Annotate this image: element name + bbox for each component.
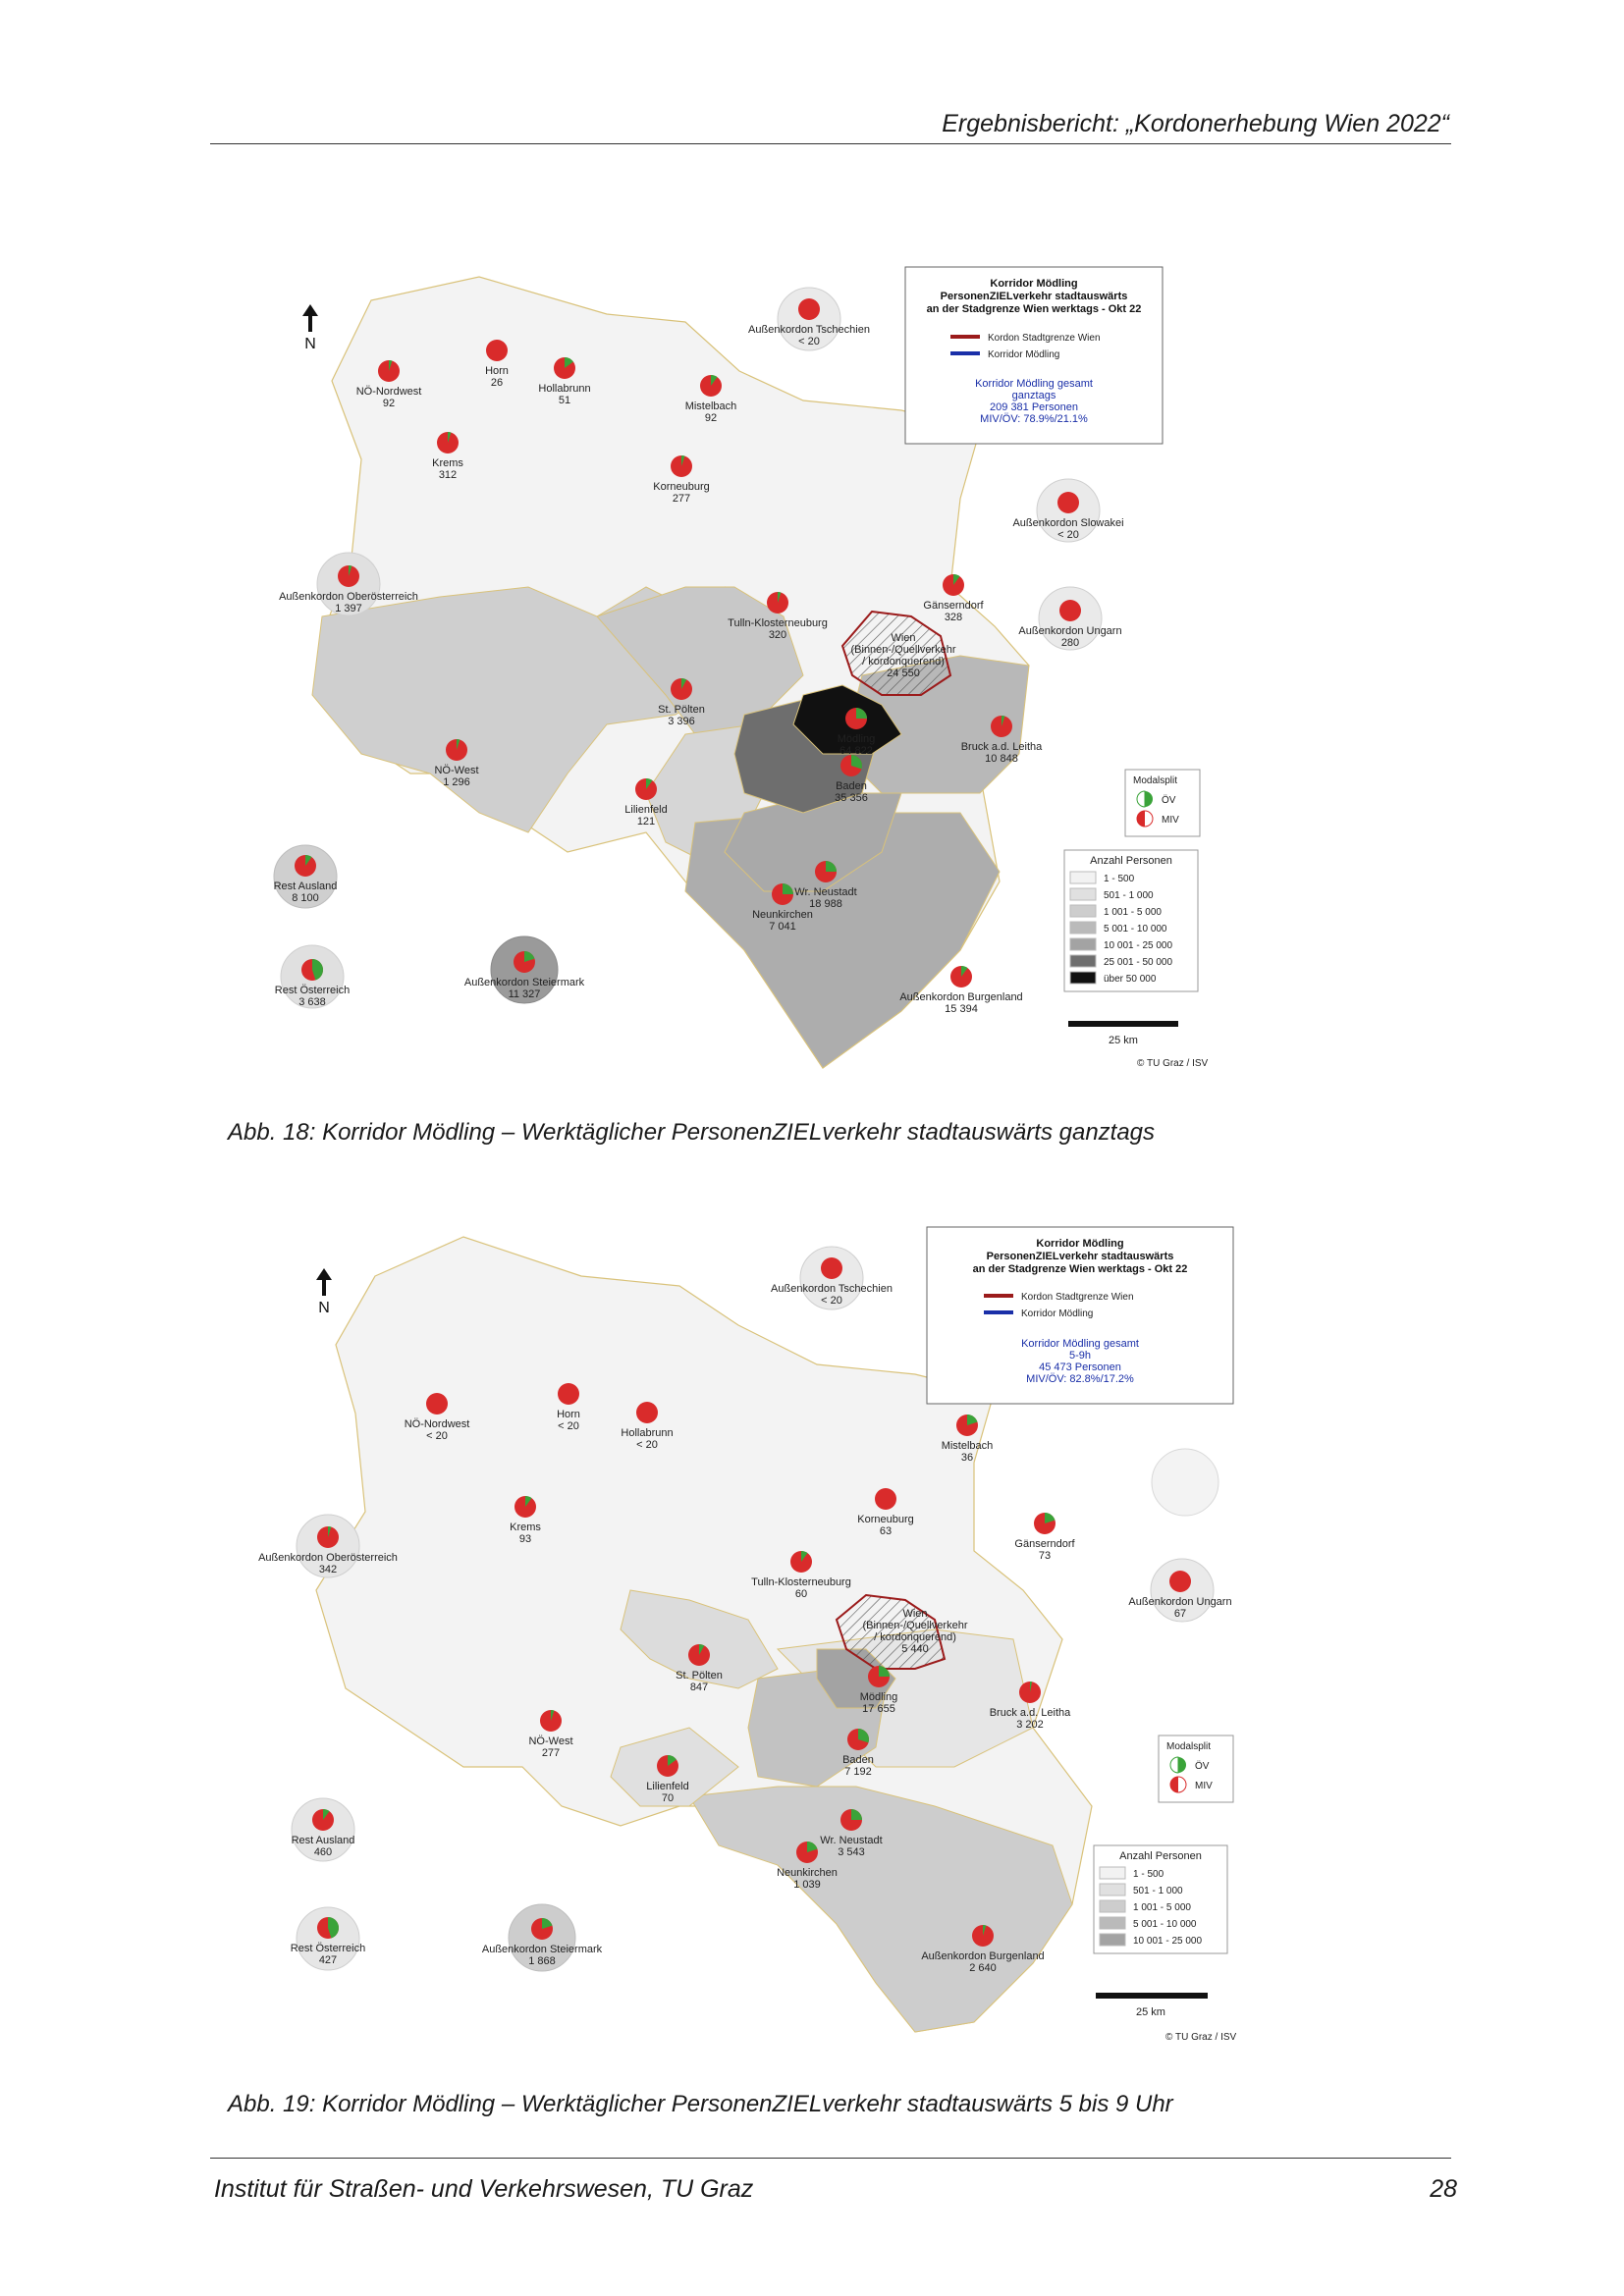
pie-außenkordon-tschechien xyxy=(821,1257,842,1279)
summary-line2: 5-9h xyxy=(1068,1350,1092,1362)
summary-line3: 209 381 Personen xyxy=(990,401,1078,413)
pie-miv-share xyxy=(558,1383,579,1405)
pie-krems xyxy=(514,1496,536,1518)
region-name-st-pölten: St. Pölten xyxy=(658,704,705,716)
class-label: über 50 000 xyxy=(1104,974,1157,985)
region-name-außenkordon-oberösterreich: Außenkordon Oberösterreich xyxy=(258,1552,398,1564)
scale-label: 25 km xyxy=(1109,1035,1138,1046)
pie-wr-neustadt xyxy=(840,1809,862,1831)
map-title-box xyxy=(905,267,1163,444)
region-name-bruck-a-d-leitha: Bruck a.d. Leitha xyxy=(989,1707,1071,1719)
class-label: 10 001 - 25 000 xyxy=(1133,1936,1203,1947)
region-value-außenkordon-steiermark: 1 868 xyxy=(528,1955,556,1967)
pie-st-pölten xyxy=(688,1644,710,1666)
page-number: 28 xyxy=(1430,2175,1457,2203)
region-name-bruck-a-d-leitha: Bruck a.d. Leitha xyxy=(960,741,1043,753)
class-label: 1 - 500 xyxy=(1133,1869,1164,1880)
region-name-neunkirchen: Neunkirchen xyxy=(777,1867,838,1879)
pie-neunkirchen xyxy=(796,1842,818,1863)
pie-krems xyxy=(437,432,459,454)
pie-lilienfeld xyxy=(635,778,657,800)
class-legend xyxy=(1064,850,1198,991)
region-name-außenkordon-tschechien: Außenkordon Tschechien xyxy=(748,324,870,336)
pie-gänserndorf xyxy=(1034,1513,1056,1534)
pie-bruck-a-d-leitha xyxy=(991,716,1012,737)
region-value-horn: 26 xyxy=(490,377,504,389)
region-value-baden: 7 192 xyxy=(844,1766,872,1778)
region-value-außenkordon-burgenland: 2 640 xyxy=(969,1962,997,1974)
wien-label-value: 5 440 xyxy=(901,1643,929,1655)
pie-miv-share xyxy=(426,1393,448,1415)
region-name-rest-ausland: Rest Ausland xyxy=(291,1835,355,1846)
caption-figure-19: Abb. 19: Korridor Mödling – Werktäglicher PersonenZIELverkehr stadtauswärts 5 bis 9 Uhr xyxy=(228,2091,1173,2117)
pie-miv-share xyxy=(636,1402,658,1423)
region-name-außenkordon-tschechien: Außenkordon Tschechien xyxy=(771,1283,893,1295)
wien-label-line1: Wien xyxy=(902,1608,928,1620)
map-svg-18 xyxy=(273,263,1221,1074)
region-name-gänserndorf: Gänserndorf xyxy=(923,600,984,612)
pie-bruck-a-d-leitha xyxy=(1019,1682,1041,1703)
region-value-lilienfeld: 121 xyxy=(636,816,656,828)
wien-label-line3: / kordonquerend) xyxy=(874,1631,956,1643)
region-name-gänserndorf: Gänserndorf xyxy=(1014,1538,1075,1550)
pie-nö-west xyxy=(540,1710,562,1732)
modalsplit-oev: ÖV xyxy=(1195,1761,1210,1772)
region-name-nö-nordwest: NÖ-Nordwest xyxy=(404,1418,470,1430)
region-value-außenkordon-tschechien: < 20 xyxy=(821,1295,842,1307)
region-name-tulln-klosterneuburg: Tulln-Klosterneuburg xyxy=(751,1576,851,1588)
region-value-außenkordon-slowakei: < 20 xyxy=(1057,529,1079,541)
pie-gänserndorf xyxy=(943,574,964,596)
region-value-außenkordon-ungarn: 67 xyxy=(1173,1608,1187,1620)
region-value-rest-ausland: 460 xyxy=(313,1846,333,1858)
region-name-mistelbach: Mistelbach xyxy=(941,1440,994,1452)
region-value-mödling: 64 822 xyxy=(839,745,873,757)
region-name-nö-west: NÖ-West xyxy=(434,765,479,776)
north-label: N xyxy=(318,1300,330,1316)
class-label: 1 - 500 xyxy=(1104,874,1135,884)
summary-line2: ganztags xyxy=(1011,390,1056,401)
region-value-mistelbach: 92 xyxy=(704,412,718,424)
region-name-korneuburg: Korneuburg xyxy=(653,481,710,493)
pie-rest-ausland xyxy=(312,1809,334,1831)
region-name-außenkordon-steiermark: Außenkordon Steiermark xyxy=(463,977,585,988)
region-value-nö-nordwest: 92 xyxy=(382,398,396,409)
modalsplit-legend xyxy=(1159,1735,1233,1802)
class-label: 1 001 - 5 000 xyxy=(1133,1902,1191,1913)
pie-tulln-klosterneuburg xyxy=(767,592,788,614)
region-value-baden: 35 356 xyxy=(835,792,868,804)
pie-miv-share xyxy=(486,340,508,361)
region-value-rest-österreich: 3 638 xyxy=(298,996,326,1008)
footer-divider xyxy=(210,2158,1451,2159)
pie-außenkordon-tschechien xyxy=(798,298,820,320)
region-name-horn: Horn xyxy=(485,365,509,377)
pie-nö-nordwest xyxy=(378,360,400,382)
region-value-tulln-klosterneuburg: 60 xyxy=(794,1588,808,1600)
region-name-lilienfeld: Lilienfeld xyxy=(624,804,668,816)
region-name-rest-ausland: Rest Ausland xyxy=(273,881,338,892)
region-value-außenkordon-steiermark: 11 327 xyxy=(508,988,541,1000)
title-line2: PersonenZIELverkehr stadtauswärts xyxy=(940,291,1128,302)
pie-baden xyxy=(840,755,862,776)
scale-label: 25 km xyxy=(1136,2006,1165,2018)
map-figure-18 xyxy=(273,263,1221,1074)
class-swatch xyxy=(1100,1867,1125,1879)
copyright: © TU Graz / ISV xyxy=(1137,1058,1209,1069)
summary-line4: MIV/ÖV: 78.9%/21.1% xyxy=(980,413,1088,425)
pie-wr-neustadt xyxy=(815,861,837,882)
title-line2: PersonenZIELverkehr stadtauswärts xyxy=(986,1251,1174,1262)
region-name-mödling: Mödling xyxy=(859,1691,898,1703)
wien-label-value: 24 550 xyxy=(887,667,920,679)
class-legend-title: Anzahl Personen xyxy=(1119,1850,1202,1862)
north-label: N xyxy=(304,336,316,352)
pie-miv-share xyxy=(1057,492,1079,513)
class-swatch xyxy=(1070,938,1096,950)
summary-line1: Korridor Mödling gesamt xyxy=(975,378,1093,390)
pie-korneuburg xyxy=(671,455,692,477)
region-name-baden: Baden xyxy=(836,780,867,792)
region-name-außenkordon-slowakei: Außenkordon Slowakei xyxy=(1012,517,1124,529)
region-name-baden: Baden xyxy=(842,1754,874,1766)
region-name-rest-österreich: Rest Österreich xyxy=(274,985,351,996)
class-swatch xyxy=(1070,922,1096,934)
region-value-hollabrunn: < 20 xyxy=(636,1439,658,1451)
region-value-gänserndorf: 73 xyxy=(1038,1550,1052,1562)
pie-außenkordon-ungarn xyxy=(1059,600,1081,621)
pie-miv-share xyxy=(821,1257,842,1279)
pie-außenkordon-burgenland xyxy=(972,1925,994,1947)
pie-außenkordon-slowakei xyxy=(1057,492,1079,513)
title-line1: Korridor Mödling xyxy=(1036,1238,1124,1250)
class-swatch xyxy=(1070,905,1096,917)
pie-mistelbach xyxy=(956,1415,978,1436)
wien-label-line3: / kordonquerend) xyxy=(862,656,945,667)
region-value-wr-neustadt: 18 988 xyxy=(809,898,842,910)
modalsplit-title: Modalsplit xyxy=(1166,1741,1212,1752)
region-name-außenkordon-ungarn: Außenkordon Ungarn xyxy=(1018,625,1122,637)
footer-institute: Institut für Straßen- und Verkehrswesen, TU Graz xyxy=(214,2175,754,2203)
region-value-außenkordon-tschechien: < 20 xyxy=(798,336,820,347)
title-line1: Korridor Mödling xyxy=(990,278,1078,290)
title-line3: an der Stadgrenze Wien werktags - Okt 22 xyxy=(972,1263,1188,1275)
pie-baden xyxy=(847,1729,869,1750)
region-name-hollabrunn: Hollabrunn xyxy=(621,1427,674,1439)
region-name-lilienfeld: Lilienfeld xyxy=(646,1781,689,1792)
region-name-mistelbach: Mistelbach xyxy=(684,400,737,412)
class-label: 1 001 - 5 000 xyxy=(1104,907,1162,918)
wien-label-line2: (Binnen-/Quellverkehr xyxy=(862,1620,968,1631)
region-name-krems: Krems xyxy=(510,1522,541,1533)
class-swatch xyxy=(1070,872,1096,883)
class-swatch xyxy=(1070,888,1096,900)
region-name-wr-neustadt: Wr. Neustadt xyxy=(820,1835,883,1846)
region-name-korneuburg: Korneuburg xyxy=(857,1514,914,1525)
region-value-st-pölten: 3 396 xyxy=(668,716,695,727)
modalsplit-miv: MIV xyxy=(1195,1781,1213,1791)
pie-außenkordon-oberösterreich xyxy=(317,1526,339,1548)
class-label: 5 001 - 10 000 xyxy=(1133,1919,1197,1930)
pie-außenkordon-burgenland xyxy=(950,966,972,988)
region-value-tulln-klosterneuburg: 320 xyxy=(768,629,787,641)
pie-miv-share xyxy=(1059,600,1081,621)
region-value-rest-österreich: 427 xyxy=(318,1954,338,1966)
wien-label-line1: Wien xyxy=(891,632,916,644)
region-value-wr-neustadt: 3 543 xyxy=(838,1846,865,1858)
class-swatch xyxy=(1100,1934,1125,1946)
region-name-außenkordon-steiermark: Außenkordon Steiermark xyxy=(481,1944,603,1955)
class-swatch xyxy=(1070,972,1096,984)
region-name-krems: Krems xyxy=(432,457,463,469)
pie-miv-share xyxy=(1169,1571,1191,1592)
region-name-horn: Horn xyxy=(557,1409,580,1420)
region-value-korneuburg: 277 xyxy=(672,493,691,505)
legend-kordon: Kordon Stadtgrenze Wien xyxy=(988,333,1101,344)
class-swatch xyxy=(1100,1884,1125,1896)
pie-hollabrunn xyxy=(554,357,575,379)
region-value-bruck-a-d-leitha: 10 848 xyxy=(985,753,1018,765)
region-value-gänserndorf: 328 xyxy=(944,612,963,623)
pie-außenkordon-ungarn xyxy=(1169,1571,1191,1592)
region-value-krems: 312 xyxy=(438,469,458,481)
pie-neunkirchen xyxy=(772,883,793,905)
region-name-außenkordon-burgenland: Außenkordon Burgenland xyxy=(899,991,1023,1003)
modalsplit-oev: ÖV xyxy=(1162,795,1176,806)
region-value-außenkordon-oberösterreich: 342 xyxy=(318,1564,338,1575)
region-value-außenkordon-ungarn: 280 xyxy=(1060,637,1080,649)
region-value-außenkordon-oberösterreich: 1 397 xyxy=(335,603,362,614)
pie-mistelbach xyxy=(700,375,722,397)
class-legend-title: Anzahl Personen xyxy=(1090,855,1172,867)
class-legend xyxy=(1094,1845,1227,1953)
region-value-korneuburg: 63 xyxy=(879,1525,893,1537)
caption-figure-18: Abb. 18: Korridor Mödling – Werktäglicher PersonenZIELverkehr stadtauswärts ganztags xyxy=(228,1119,1156,1146)
summary-line4: MIV/ÖV: 82.8%/17.2% xyxy=(1026,1373,1134,1385)
pie-außenkordon-oberösterreich xyxy=(338,565,359,587)
pie-rest-ausland xyxy=(295,855,316,877)
region-value-bruck-a-d-leitha: 3 202 xyxy=(1016,1719,1044,1731)
header-divider xyxy=(210,143,1451,144)
class-label: 501 - 1 000 xyxy=(1104,890,1154,901)
region-name-neunkirchen: Neunkirchen xyxy=(752,909,813,921)
pie-nö-west xyxy=(446,739,467,761)
class-label: 501 - 1 000 xyxy=(1133,1886,1183,1896)
pie-miv-share xyxy=(875,1488,896,1510)
class-label: 5 001 - 10 000 xyxy=(1104,924,1167,934)
pie-hollabrunn xyxy=(636,1402,658,1423)
region-value-nö-west: 1 296 xyxy=(443,776,470,788)
region-name-wr-neustadt: Wr. Neustadt xyxy=(794,886,857,898)
region-name-außenkordon-oberösterreich: Außenkordon Oberösterreich xyxy=(279,591,418,603)
legend-korridor: Korridor Mödling xyxy=(988,349,1060,360)
region-value-rest-ausland: 8 100 xyxy=(292,892,319,904)
map-figure-19 xyxy=(228,1217,1269,2052)
legend-kordon: Kordon Stadtgrenze Wien xyxy=(1021,1292,1134,1303)
region-value-mödling: 17 655 xyxy=(862,1703,895,1715)
region-value-nö-nordwest: < 20 xyxy=(426,1430,448,1442)
modalsplit-legend xyxy=(1125,770,1200,836)
region-value-nö-west: 277 xyxy=(541,1747,561,1759)
pie-lilienfeld xyxy=(657,1755,678,1777)
region-value-neunkirchen: 1 039 xyxy=(793,1879,821,1891)
class-swatch xyxy=(1100,1917,1125,1929)
legend-korridor: Korridor Mödling xyxy=(1021,1308,1094,1319)
pie-miv-share xyxy=(798,298,820,320)
region-value-mistelbach: 36 xyxy=(960,1452,974,1464)
scale-bar xyxy=(1068,1021,1209,1069)
pie-mödling xyxy=(845,708,867,729)
region-value-horn: < 20 xyxy=(558,1420,579,1432)
class-swatch xyxy=(1100,1900,1125,1912)
pie-außenkordon-steiermark xyxy=(531,1918,553,1940)
pie-rest-österreich xyxy=(301,959,323,981)
region-name-mödling: Mödling xyxy=(837,733,876,745)
north-arrow-icon xyxy=(302,304,318,352)
header-title: Ergebnisbericht: „Kordonerhebung Wien 2022“ xyxy=(942,110,1449,137)
region-name-hollabrunn: Hollabrunn xyxy=(538,383,591,395)
class-label: 10 001 - 25 000 xyxy=(1104,940,1173,951)
map-title-box xyxy=(927,1227,1233,1404)
modalsplit-miv: MIV xyxy=(1162,815,1179,826)
pie-nö-nordwest xyxy=(426,1393,448,1415)
summary-line3: 45 473 Personen xyxy=(1039,1362,1121,1373)
pie-st-pölten xyxy=(671,678,692,700)
region-value-hollabrunn: 51 xyxy=(558,395,571,406)
region-value-außenkordon-burgenland: 15 394 xyxy=(945,1003,978,1015)
pie-außenkordon-steiermark xyxy=(514,951,535,973)
class-swatch xyxy=(1070,955,1096,967)
copyright: © TU Graz / ISV xyxy=(1165,2032,1237,2043)
region-name-rest-österreich: Rest Österreich xyxy=(290,1943,366,1954)
summary-line1: Korridor Mödling gesamt xyxy=(1021,1338,1139,1350)
title-line3: an der Stadgrenze Wien werktags - Okt 22 xyxy=(926,303,1142,315)
region-name-nö-west: NÖ-West xyxy=(528,1735,573,1747)
region-name-tulln-klosterneuburg: Tulln-Klosterneuburg xyxy=(728,617,828,629)
map-svg-19 xyxy=(228,1217,1269,2052)
pie-horn xyxy=(486,340,508,361)
pie-horn xyxy=(558,1383,579,1405)
region-value-krems: 93 xyxy=(518,1533,532,1545)
region-name-st-pölten: St. Pölten xyxy=(676,1670,723,1682)
pie-tulln-klosterneuburg xyxy=(790,1551,812,1573)
class-label: 25 001 - 50 000 xyxy=(1104,957,1173,968)
region-value-st-pölten: 847 xyxy=(689,1682,709,1693)
pie-korneuburg xyxy=(875,1488,896,1510)
region-name-außenkordon-burgenland: Außenkordon Burgenland xyxy=(921,1950,1045,1962)
region-value-neunkirchen: 7 041 xyxy=(769,921,796,933)
region-name-nö-nordwest: NÖ-Nordwest xyxy=(355,386,422,398)
modalsplit-title: Modalsplit xyxy=(1133,775,1178,786)
wien-label-line2: (Binnen-/Quellverkehr xyxy=(850,644,956,656)
region-name-außenkordon-ungarn: Außenkordon Ungarn xyxy=(1128,1596,1232,1608)
pie-mödling xyxy=(868,1666,890,1687)
region-value-lilienfeld: 70 xyxy=(661,1792,675,1804)
pie-rest-österreich xyxy=(317,1917,339,1939)
